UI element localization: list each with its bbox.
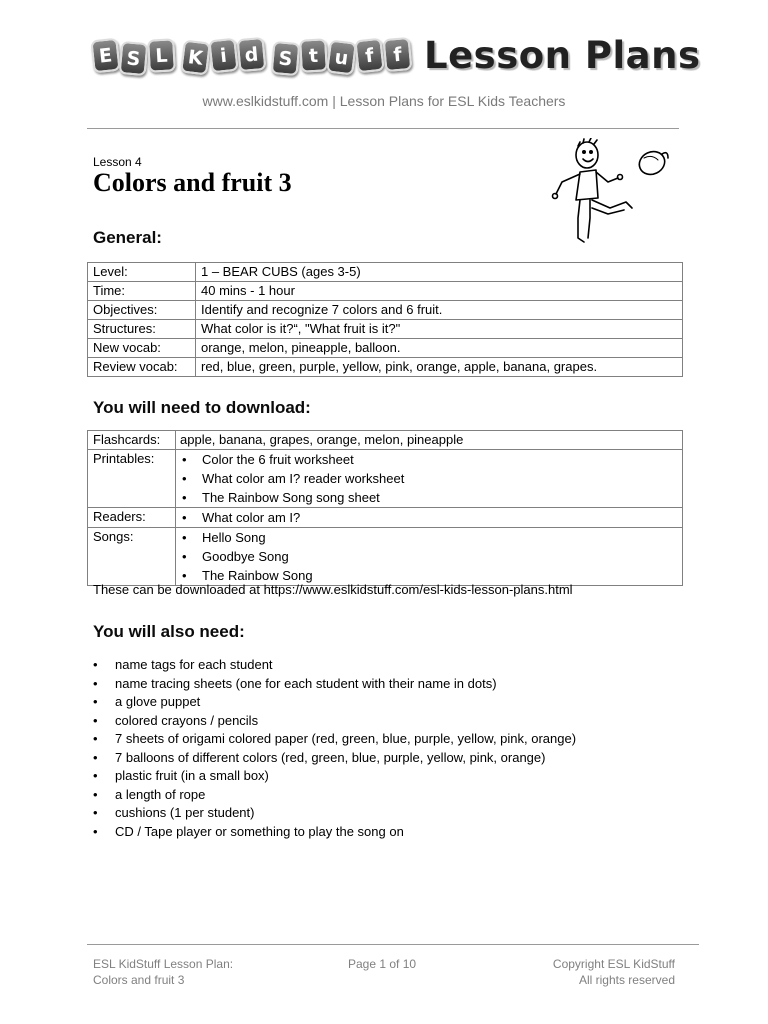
also-need-list xyxy=(93,656,576,841)
row-value: 1 – BEAR CUBS (ages 3-5) xyxy=(196,263,683,282)
row-label: Readers: xyxy=(88,508,176,528)
row-label: Objectives: xyxy=(88,301,196,320)
also-need-heading: You will also need: xyxy=(93,622,245,641)
table-row xyxy=(88,431,683,450)
list-item: • a glove puppet xyxy=(93,693,576,712)
list-item: • What color am I? xyxy=(180,508,677,527)
logo-tile: E xyxy=(90,37,120,73)
row-label: Time: xyxy=(88,282,196,301)
table-row xyxy=(88,320,683,339)
table-row xyxy=(88,508,683,528)
list-item: • Color the 6 fruit worksheet xyxy=(180,450,677,469)
row-value: 40 mins - 1 hour xyxy=(196,282,683,301)
boy-kicking-ball-icon xyxy=(540,138,680,253)
footer-divider xyxy=(87,944,699,945)
table-row xyxy=(88,358,683,377)
row-label: Flashcards: xyxy=(88,431,176,450)
logo-tile: S xyxy=(119,40,149,75)
logo-tiles xyxy=(92,36,412,75)
list-item: • plastic fruit (in a small box) xyxy=(93,767,576,786)
footer-plan-label: ESL KidStuff Lesson Plan: xyxy=(93,957,234,971)
list-item: • What color am I? reader worksheet xyxy=(180,469,677,488)
download-note: These can be downloaded at https://www.eslkidstuff.com/esl-kids-lesson-plans.html xyxy=(93,582,573,597)
row-value: orange, melon, pineapple, balloon. xyxy=(196,339,683,358)
logo-tile: S xyxy=(271,40,301,75)
list-item: • CD / Tape player or something to play the song on xyxy=(93,823,576,842)
table-row xyxy=(88,282,683,301)
row-value: apple, banana, grapes, orange, melon, pineapple xyxy=(176,431,683,450)
row-value: red, blue, green, purple, yellow, pink, orange, apple, banana, grapes. xyxy=(196,358,683,377)
logo-tile: t xyxy=(299,38,328,72)
logo-tile: L xyxy=(147,38,176,72)
list-item: • name tags for each student xyxy=(93,656,576,675)
page-number: Page 1 of 10 xyxy=(348,957,417,971)
row-value: Identify and recognize 7 colors and 6 fruit. xyxy=(196,301,683,320)
row-label: Level: xyxy=(88,263,196,282)
logo-tile: d xyxy=(237,36,267,71)
download-heading: You will need to download: xyxy=(93,398,311,417)
footer-rights: All rights reserved xyxy=(578,973,675,987)
list-item: • 7 sheets of origami colored paper (red, green, blue, purple, yellow, pink, orange) xyxy=(93,730,576,749)
general-heading: General: xyxy=(93,228,162,247)
list-item: • cushions (1 per student) xyxy=(93,804,576,823)
download-table xyxy=(87,430,683,586)
table-row xyxy=(88,339,683,358)
list-item: • The Rainbow Song song sheet xyxy=(180,488,677,507)
header-divider xyxy=(87,128,679,129)
page-title: Colors and fruit 3 xyxy=(93,168,292,197)
row-label: New vocab: xyxy=(88,339,196,358)
list-item: • Hello Song xyxy=(180,528,677,547)
row-value xyxy=(176,508,683,528)
footer-right xyxy=(553,956,675,988)
logo-tile: u xyxy=(326,39,357,75)
esl-kidstuff-logo xyxy=(92,30,701,80)
row-value xyxy=(176,450,683,508)
list-item: • 7 balloons of different colors (red, green, blue, purple, yellow, pink, orange) xyxy=(93,749,576,768)
footer-left xyxy=(93,956,233,988)
table-row xyxy=(88,263,683,282)
list-item: • The Rainbow Song xyxy=(180,566,677,585)
row-label: Structures: xyxy=(88,320,196,339)
list-item: • colored crayons / pencils xyxy=(93,712,576,731)
site-tagline: www.eslkidstuff.com | Lesson Plans for ESL Kids Teachers xyxy=(202,93,566,109)
lesson-number: Lesson 4 xyxy=(93,155,142,169)
row-label: Songs: xyxy=(88,528,176,586)
row-value xyxy=(176,528,683,586)
logo-title: Lesson Plans xyxy=(424,33,701,77)
logo-tile: f xyxy=(383,36,413,71)
row-label: Review vocab: xyxy=(88,358,196,377)
logo-tile: i xyxy=(208,37,238,73)
list-item: • name tracing sheets (one for each student with their name in dots) xyxy=(93,675,576,694)
list-item: • Goodbye Song xyxy=(180,547,677,566)
general-info-table xyxy=(87,262,683,377)
row-label: Printables: xyxy=(88,450,176,508)
row-value: What color is it?“, "What fruit is it?" xyxy=(196,320,683,339)
table-row xyxy=(88,450,683,508)
logo-tile: f xyxy=(354,37,384,73)
logo-tile: K xyxy=(180,39,211,75)
footer-plan-title: Colors and fruit 3 xyxy=(93,973,185,987)
table-row xyxy=(88,528,683,586)
list-item: • a length of rope xyxy=(93,786,576,805)
table-row xyxy=(88,301,683,320)
footer-copyright: Copyright ESL KidStuff xyxy=(552,957,675,971)
